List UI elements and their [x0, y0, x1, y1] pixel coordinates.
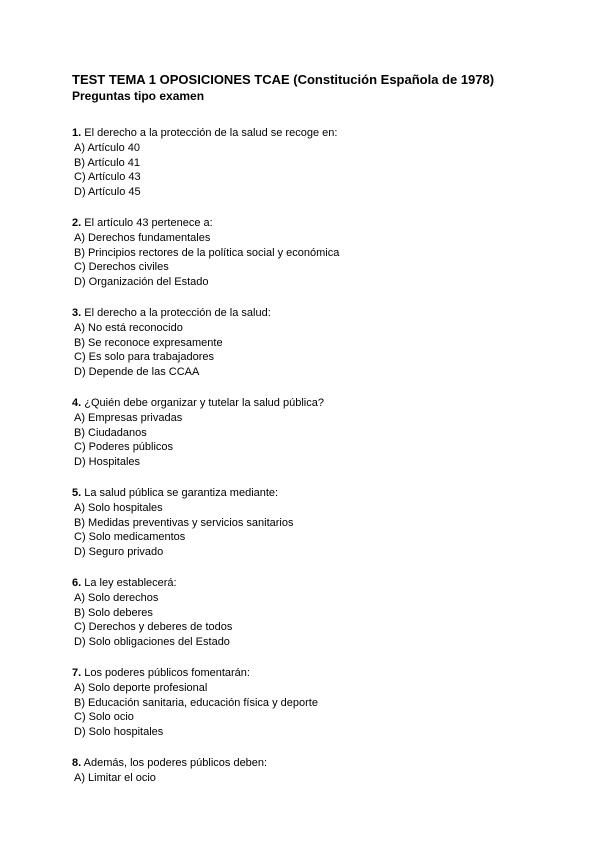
question-stem: El derecho a la protección de la salud se recoge en: — [84, 127, 338, 139]
answer-option[interactable]: C) Derechos civiles — [74, 261, 169, 274]
question-number: 2. — [72, 216, 82, 229]
question-text — [72, 756, 552, 771]
question-number: 6. — [72, 576, 82, 589]
answer-option[interactable]: C) Derechos y deberes de todos — [74, 621, 233, 634]
question-text — [72, 306, 552, 321]
answer-option[interactable]: B) Ciudadanos — [74, 426, 147, 439]
question-number: 5. — [72, 486, 82, 499]
question-text — [72, 486, 552, 501]
answer-option[interactable]: A) Solo derechos — [74, 591, 159, 604]
answer-option[interactable]: B) Se reconoce expresamente — [74, 336, 223, 349]
answer-options — [72, 321, 552, 380]
question-block — [72, 216, 552, 290]
answer-option[interactable]: B) Medidas preventivas y servicios sanitarios — [74, 516, 294, 529]
question-block — [72, 126, 552, 200]
answer-option[interactable]: C) Poderes públicos — [74, 441, 174, 454]
question-block — [72, 396, 552, 470]
answer-option[interactable]: B) Educación sanitaria, educación física y deporte — [74, 696, 318, 709]
answer-option[interactable]: A) Derechos fundamentales — [74, 231, 211, 244]
answer-option[interactable]: B) Principios rectores de la política social y económica — [74, 246, 340, 259]
question-number: 8. — [72, 756, 82, 769]
question-stem: El derecho a la protección de la salud: — [84, 306, 271, 319]
answer-option[interactable]: D) Hospitales — [74, 456, 141, 469]
question-block — [72, 486, 552, 560]
question-block — [72, 576, 552, 650]
question-number: 3. — [72, 306, 82, 319]
answer-option[interactable]: A) Solo hospitales — [74, 501, 163, 514]
answer-option[interactable]: D) Solo obligaciones del Estado — [74, 636, 230, 649]
answer-option[interactable]: B) Artículo 41 — [74, 156, 141, 169]
question-block — [72, 666, 552, 740]
question-block — [72, 306, 552, 380]
answer-options — [72, 231, 552, 290]
answer-options — [72, 501, 552, 560]
question-text — [72, 666, 552, 681]
answer-option[interactable]: A) Solo deporte profesional — [74, 681, 208, 694]
question-stem: La ley establecerá: — [84, 576, 177, 589]
answer-option[interactable]: D) Seguro privado — [74, 546, 164, 559]
document-subtitle: Preguntas tipo examen — [72, 89, 205, 103]
answer-options — [72, 681, 552, 740]
answer-option[interactable]: A) Empresas privadas — [74, 411, 183, 424]
question-text — [72, 576, 552, 591]
answer-option[interactable]: C) Artículo 43 — [74, 171, 141, 184]
question-text — [72, 216, 552, 231]
answer-option[interactable]: D) Solo hospitales — [74, 726, 164, 739]
question-number: 1. — [72, 127, 82, 139]
question-stem: La salud pública se garantiza mediante: — [84, 486, 279, 499]
question-stem: El artículo 43 pertenece a: — [84, 216, 213, 229]
question-number: 4. — [72, 396, 82, 409]
answer-option[interactable]: D) Artículo 45 — [74, 186, 141, 199]
question-stem: ¿Quién debe organizar y tutelar la salud pública? — [84, 396, 324, 409]
answer-options — [72, 591, 552, 650]
question-stem: Los poderes públicos fomentarán: — [84, 666, 250, 679]
answer-option[interactable]: D) Organización del Estado — [74, 276, 209, 289]
question-block — [72, 756, 552, 786]
question-list — [72, 126, 552, 785]
question-text — [72, 126, 552, 141]
answer-option[interactable]: B) Solo deberes — [74, 606, 153, 619]
question-text — [72, 396, 552, 411]
question-stem: Además, los poderes públicos deben: — [83, 756, 268, 769]
answer-option[interactable]: A) Limitar el ocio — [74, 771, 156, 784]
answer-options — [72, 141, 552, 200]
answer-option[interactable]: C) Solo medicamentos — [74, 531, 186, 544]
answer-option[interactable]: C) Es solo para trabajadores — [74, 351, 215, 364]
answer-option[interactable]: A) No está reconocido — [74, 321, 183, 334]
answer-option[interactable]: C) Solo ocio — [74, 711, 134, 724]
document-title: TEST TEMA 1 OPOSICIONES TCAE (Constitución Española de 1978) — [72, 72, 495, 87]
answer-options — [72, 411, 552, 470]
answer-options — [72, 771, 552, 786]
document-page — [72, 71, 552, 801]
answer-option[interactable]: A) Artículo 40 — [74, 141, 141, 154]
question-number: 7. — [72, 666, 82, 679]
answer-option[interactable]: D) Depende de las CCAA — [74, 366, 200, 379]
